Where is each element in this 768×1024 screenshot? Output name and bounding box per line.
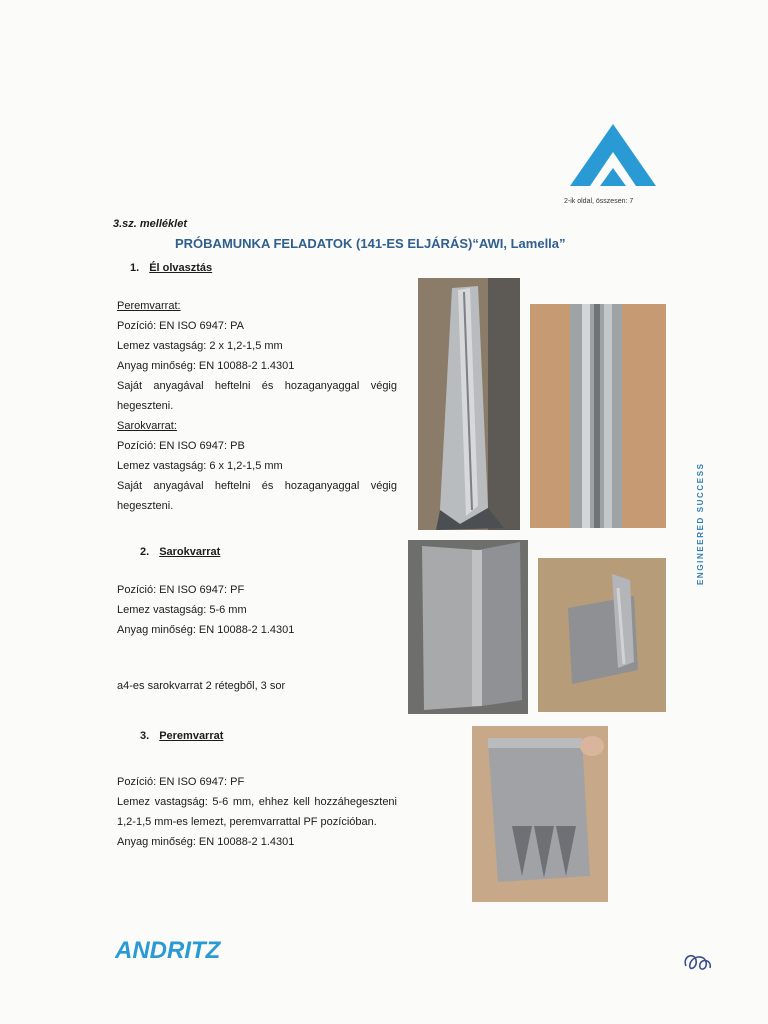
text-line: Lemez vastagság: 6 x 1,2-1,5 mm (117, 460, 283, 472)
andritz-logo-text: ANDRITZ (115, 937, 221, 962)
signature-mark (680, 948, 716, 976)
text-line: Pozíció: EN ISO 6947: PA (117, 320, 244, 332)
text-line: Lemez vastagság: 5-6 mm (117, 604, 247, 616)
text-line: Pozíció: EN ISO 6947: PF (117, 776, 245, 788)
annex-label: 3.sz. melléklet (113, 218, 187, 230)
page-title: PRÓBAMUNKA FELADATOK (141-ES ELJÁRÁS)“AWI, Lamella” (175, 236, 566, 251)
photo-edge-weld-angle (418, 278, 520, 530)
section-2-number: 2. (140, 546, 150, 558)
section-2-title: Sarokvarrat (159, 546, 221, 558)
section-2-heading (140, 546, 220, 558)
section-1-heading (130, 262, 212, 274)
photo-fillet-weld-front (408, 540, 528, 714)
section-2-note (117, 676, 285, 696)
text-line: a4-es sarokvarrat 2 rétegből, 3 sor (117, 680, 286, 692)
subheading-peremvarrat: Peremvarrat: (117, 300, 181, 312)
photo-fillet-weld-side (538, 558, 666, 712)
section-1-title: Él olvasztás (149, 262, 213, 274)
subheading-sarokvarrat: Sarokvarrat: (117, 420, 177, 432)
text-line: Anyag minőség: EN 10088-2 1.4301 (117, 360, 295, 372)
section-1-number: 1. (130, 262, 140, 274)
section-3-body (117, 772, 397, 852)
text-line: Lemez vastagság: 5-6 mm, ehhez kell hozzáhegeszteni 1,2-1,5 mm-es lemezt, peremvarrattal PF pozícióban. (117, 796, 397, 828)
text-line: Lemez vastagság: 2 x 1,2-1,5 mm (117, 340, 283, 352)
text-line: Anyag minőség: EN 10088-2 1.4301 (117, 836, 295, 848)
section-3-number: 3. (140, 730, 150, 742)
section-2-body (117, 580, 294, 640)
text-line: Pozíció: EN ISO 6947: PB (117, 440, 245, 452)
text-line: Anyag minőség: EN 10088-2 1.4301 (117, 624, 295, 636)
andritz-a-logo (570, 124, 656, 186)
section-3-heading (140, 730, 223, 742)
text-line: Pozíció: EN ISO 6947: PF (117, 584, 245, 596)
text-line: Saját anyagával heftelni és hozaganyaggal végig hegeszteni. (117, 380, 397, 412)
side-slogan: ENGINEERED SUCCESS (696, 462, 705, 585)
section-1-body (117, 296, 397, 516)
text-line: Saját anyagával heftelni és hozaganyaggal végig hegeszteni. (117, 480, 397, 512)
section-3-title: Peremvarrat (159, 730, 224, 742)
photo-edge-weld-closeup (530, 304, 666, 528)
page-counter: 2-ik oldal, összesen: 7 (564, 198, 634, 205)
andritz-logo (115, 936, 235, 962)
photo-edge-weld-lamella (472, 726, 608, 902)
